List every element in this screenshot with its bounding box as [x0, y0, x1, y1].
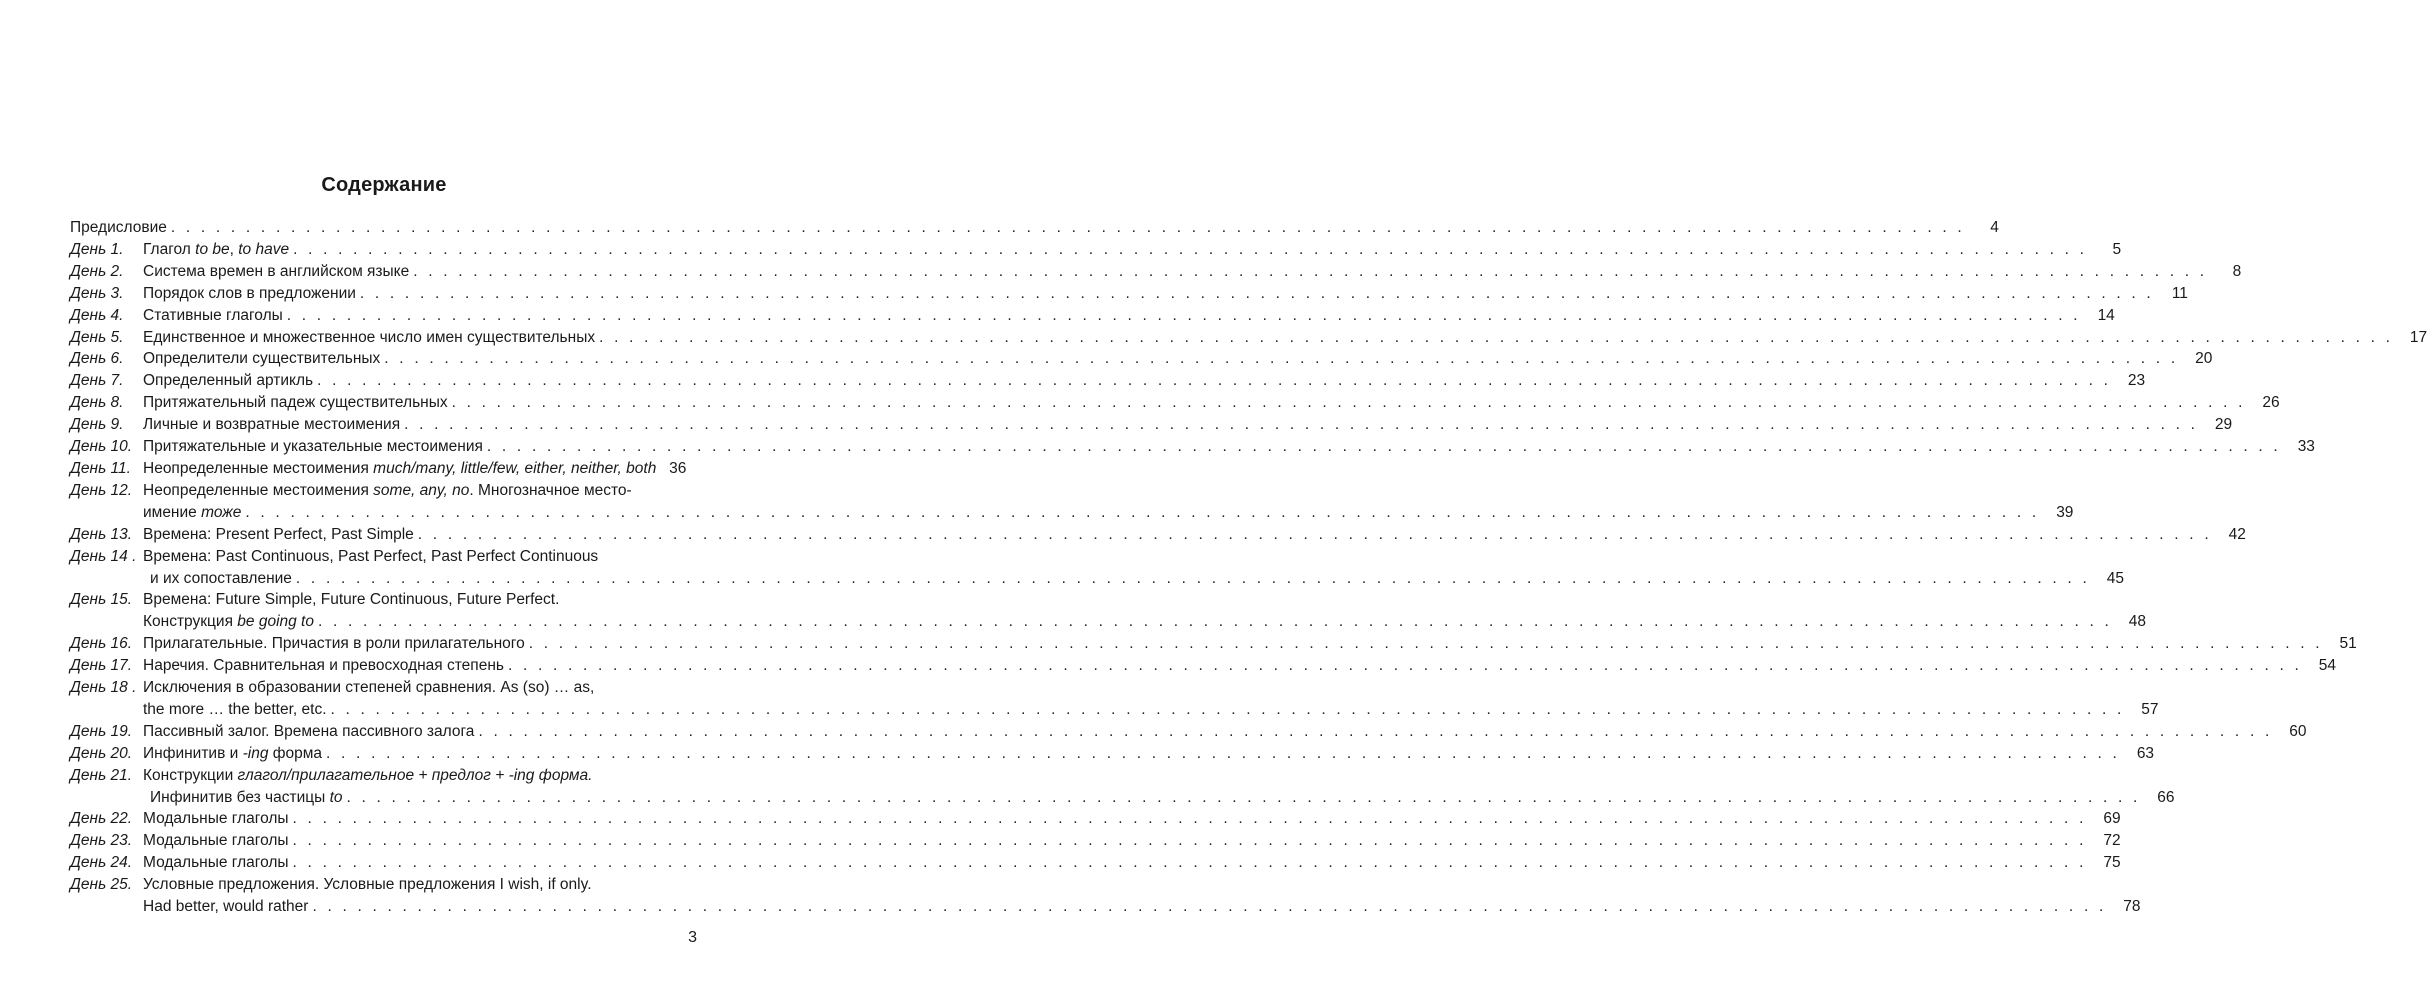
dot-leader: . . . . . . . . . . . . . . . . . . . . . . . . . . . . . . . . . . . . . . . . . . . . . . . . . . . . . . . . . . . . . . . . . . . . . . . . . . . . . . . . . . . . . . . . . . . . . . . . . . . . . . . . . . . . . . . . . . . . . . . . [417, 525, 2212, 543]
page-number: 3 [688, 929, 697, 946]
toc-entry [70, 392, 2280, 414]
toc-day-label: День 24. [70, 854, 133, 872]
dot-leader: . . . . . . . . . . . . . . . . . . . . . . . . . . . . . . . . . . . . . . . . . . . . . . . . . . . . . . . . . . . . . . . . . . . . . . . . . . . . . . . . . . . . . . . . . . . . . . . . . . . . . . . . . . . . . . . . . . . . . . . . [346, 788, 2141, 806]
toc-entry [70, 414, 2233, 436]
toc-entry-title: Had better, would rather [143, 898, 309, 916]
toc-day-label: День 16. [70, 635, 133, 653]
toc-entry-title: Неопределенные местоимения much/many, little/few, either, neither, both [143, 459, 657, 477]
toc-entry-title: Наречия. Сравнительная и превосходная степень [143, 657, 504, 675]
toc-page-number: 23 [2127, 372, 2146, 390]
toc-entry-title: Неопределенные местоимения some, any, no. Многозначное место- [143, 481, 632, 499]
toc-page-number: 4 [1990, 219, 1999, 236]
toc-entry-title: Предисловие [70, 219, 167, 236]
dot-leader: . . . . . . . . . . . . . . . . . . . . . . . . . . . . . . . . . . . . . . . . . . . . . . . . . . . . . . . . . . . . . . . . . . . . . . . . . . . . . . . . . . . . . . . . . . . . . . . . . . . . . . . . . . . . . . . . . . . . . . . . [318, 613, 2113, 631]
toc-page-number: 33 [2297, 438, 2315, 456]
dot-leader: . . . . . . . . . . . . . . . . . . . . . . . . . . . . . . . . . . . . . . . . . . . . . . . . . . . . . . . . . . . . . . . . . . . . . . . . . . . . . . . . . . . . . . . . . . . . . . . . . . . . . . . . . . . . . . . . . . . . . . . . [384, 350, 2179, 368]
toc-entry [70, 546, 2124, 590]
dot-leader: . . . . . . . . . . . . . . . . . . . . . . . . . . . . . . . . . . . . . . . . . . . . . . . . . . . . . . . . . . . . . . . . . . . . . . . . . . . . . . . . . . . . . . . . . . . . . . . . . . . . . . . . . . . . . . . . . . . . . . . . [295, 569, 2090, 587]
toc-entry [70, 852, 2121, 874]
dot-leader: . . . . . . . . . . . . . . . . . . . . . . . . . . . . . . . . . . . . . . . . . . . . . . . . . . . . . . . . . . . . . . . . . . . . . . . . . . . . . . . . . . . . . . . . . . . . . . . . . . . . . . . . . . . . . . . . . . . . . . . . [330, 700, 2125, 718]
toc-entry-title: Конструкция be going to [143, 613, 314, 631]
toc-entry-title: Система времен в английском языке [143, 262, 410, 280]
toc-page-number: 17 [2409, 328, 2427, 346]
toc-entry [70, 874, 2141, 918]
dot-leader: . . . . . . . . . . . . . . . . . . . . . . . . . . . . . . . . . . . . . . . . . . . . . . . . . . . . . . . . . . . . . . . . . . . . . . . . . . . . . . . . . . . . . . . . . . . . . . . . . . . . . . . . . . . . . . . . . . . . . . . . [478, 722, 2273, 740]
toc-entry-title: Определенный артикль [143, 372, 314, 390]
toc-day-label: День 12. [70, 481, 133, 499]
toc-entry-title: Времена: Future Simple, Future Continuous, Future Perfect. [143, 591, 560, 609]
toc-day-label: День 13. [70, 525, 133, 543]
dot-leader: . . . . . . . . . . . . . . . . . . . . . . . . . . . . . . . . . . . . . . . . . . . . . . . . . . . . . . . . . . . . . . . . . . . . . . . . . . . . . . . . . . . . . . . . . . . . . . . . . . . . . . . . . . . . . . . . . . . . . . . . [528, 635, 2323, 653]
toc-entry-title: и их сопоставление [150, 569, 292, 587]
toc-page-number: 48 [2128, 613, 2147, 631]
toc-day-label: День 9. [70, 416, 124, 434]
dot-leader: . . . . . . . . . . . . . . . . . . . . . . . . . . . . . . . . . . . . . . . . . . . . . . . . . . . . . . . . . . . . . . . . . . . . . . . . . . . . . . . . . . . . . . . . . . . . . . . . . . . . . . . . . . . . . . . . . . . . . . . . [286, 306, 2081, 324]
toc-page-number: 14 [2097, 306, 2115, 324]
dot-leader: . . . . . . . . . . . . . . . . . . . . . . . . . . . . . . . . . . . . . . . . . . . . . . . . . . . . . . . . . . . . . . . . . . . . . . . . . . . . . . . . . . . . . . . . . . . . . . . . . . . . . . . . . . . . . . . . . . . . . . . . [451, 394, 2246, 412]
dot-leader: . . . . . . . . . . . . . . . . . . . . . . . . . . . . . . . . . . . . . . . . . . . . . . . . . . . . . . . . . . . . . . . . . . . . . . . . . . . . . . . . . . . . . . . . . . . . . . . . . . . . . . . . . . . . . . . . . . . . . . . . [292, 832, 2087, 850]
toc-day-label: День 14 . [70, 547, 137, 565]
dot-leader: . . . . . . . . . . . . . . . . . . . . . . . . . . . . . . . . . . . . . . . . . . . . . . . . . . . . . . . . . . . . . . . . . . . . . . . . . . . . . . . . . . . . . . . . . . . . . . . . . . . . . . . . . . . . . . . . . . . . . . . . [404, 416, 2199, 434]
toc-day-label: День 7. [70, 372, 124, 390]
toc-entry-title: Инфинитив и -ing форма [143, 744, 323, 762]
toc-day-label: День 4. [70, 306, 124, 324]
toc-day-label: День 15. [70, 591, 133, 609]
toc-entry-title: Притяжательный падеж существительных [143, 394, 448, 412]
toc-page-number: 57 [2141, 700, 2159, 718]
toc-page-number: 72 [2103, 832, 2121, 850]
toc-entry-title: the more … the better, etc. [143, 700, 327, 718]
toc-entry-title: Единственное и множественное число имен существительных [143, 328, 596, 346]
dot-leader: . . . . . . . . . . . . . . . . . . . . . . . . . . . . . . . . . . . . . . . . . . . . . . . . . . . . . . . . . . . . . . . . . . . . . . . . . . . . . . . . . . . . . . . . . . . . . . . . . . . . . . . . . . . . . . . . . . . . . . . . [312, 898, 2107, 916]
dot-leader: . . . . . . . . . . . . . . . . . . . . . . . . . . . . . . . . . . . . . . . . . . . . . . . . . . . . . . . . . . . . . . . . . . . . . . . . . . . . . . . . . . . . . . . . . . . . . . . . . . . . . . . . . . . . . . . . . . . . . . . . [292, 854, 2087, 872]
toc-entry [70, 721, 2307, 743]
dot-leader: . . . . . . . . . . . . . . . . . . . . . . . . . . . . . . . . . . . . . . . . . . . . . . . . . . . . . . . . . . . . . . . . . . . . . . . . . . . . . . . . . . . . . . . . . . . . . . . . . . . . . . . . . . . . . . . . . . . . . . . . [507, 657, 2302, 675]
toc-entry [70, 480, 2074, 524]
toc-day-label: День 19. [70, 722, 133, 740]
toc-entry-title: Исключения в образовании степеней сравнения. As (so) … as, [143, 679, 595, 697]
dot-leader: . . . . . . . . . . . . . . . . . . . . . . . . . . . . . . . . . . . . . . . . . . . . . . . . . . . . . . . . . . . . . . . . . . . . . . . . . . . . . . . . . . . . . . . . . . . . . . . . . . . . . . . . . . . . . . . . . . . . . . . . [292, 810, 2087, 828]
dot-leader: . . . . . . . . . . . . . . . . . . . . . . . . . . . . . . . . . . . . . . . . . . . . . . . . . . . . . . . . . . . . . . . . . . . . . . . . . . . . . . . . . . . . . . . . . . . . . . . . . . . . . . . . . . . . . . . . . . . . . . . . [293, 240, 2088, 258]
toc-entry [70, 239, 2122, 261]
toc-entry [70, 261, 2242, 283]
toc-page-number: 26 [2262, 394, 2280, 412]
toc-day-label: День 5. [70, 328, 124, 346]
toc-entry [70, 370, 2146, 392]
toc-entry-title: Порядок слов в предложении [143, 284, 356, 302]
toc-entry-title: Прилагательные. Причастия в роли прилагательного [143, 635, 525, 653]
toc-page-number: 29 [2214, 416, 2233, 434]
toc-entry-title: Инфинитив без частицы to [150, 788, 343, 806]
dot-leader: . . . . . . . . . . . . . . . . . . . . . . . . . . . . . . . . . . . . . . . . . . . . . . . . . . . . . . . . . . . . . . . . . . . . . . . . . . . . . . . . . . . . . . . . . . . . . . . . . . . . . . . . . . . . . . . . . . . . . . . . [359, 284, 2154, 302]
dot-leader: . . . . . . . . . . . . . . . . . . . . . . . . . . . . . . . . . . . . . . . . . . . . . . . . . . . . . . . . . . . . . . . . . . . . . . . . . . . . . . . . . . . . . . . . . . . . . . . . . . . . . . . . . . . . . . . . . . . . . . . . [326, 744, 2121, 762]
toc-entry-title: Глагол to be, to have [143, 240, 290, 258]
toc-entry [70, 348, 2213, 370]
toc-day-label: День 6. [70, 350, 124, 368]
toc-day-label: День 17. [70, 657, 133, 675]
toc-day-label: День 11. [70, 459, 131, 477]
toc-entry [70, 305, 2115, 327]
toc-page-number: 11 [2171, 284, 2188, 302]
toc-day-label: День 23. [70, 832, 133, 850]
toc-entry-title: Стативные глаголы [143, 306, 283, 324]
toc-entry [70, 327, 2427, 349]
toc-day-label: День 8. [70, 394, 124, 412]
table-of-contents [70, 217, 2427, 918]
toc-entry [70, 830, 2121, 852]
toc-day-label: День 20. [70, 744, 133, 762]
toc-entry-title: Времена: Past Continuous, Past Perfect, Past Perfect Continuous [143, 547, 599, 565]
toc-entry [70, 633, 2357, 655]
toc-entry [70, 765, 2175, 809]
toc-day-label: День 22. [70, 810, 133, 828]
toc-entry-title: Модальные глаголы [143, 832, 289, 850]
toc-page-number: 63 [2136, 744, 2155, 762]
toc-day-label: День 18 . [70, 679, 137, 697]
toc-entry-title: Конструкции глагол/прилагательное + предлог + -ing форма. [143, 766, 593, 784]
toc-entry-title: Личные и возвратные местоимения [143, 416, 401, 434]
toc-day-label: День 25. [70, 876, 133, 894]
toc-entry-title: Определители существительных [143, 350, 381, 368]
toc-day-label: День 2. [70, 262, 124, 280]
toc-entry-title: имение тоже [143, 503, 242, 521]
toc-page-number: 45 [2106, 569, 2124, 587]
toc-page-number: 20 [2195, 350, 2213, 368]
toc-entry-title: Модальные глаголы [143, 810, 289, 828]
toc-page-number: 75 [2103, 854, 2121, 872]
toc-entry [70, 283, 2188, 305]
toc-page-number: 60 [2289, 722, 2307, 740]
dot-leader: . . . . . . . . . . . . . . . . . . . . . . . . . . . . . . . . . . . . . . . . . . . . . . . . . . . . . . . . . . . . . . . . . . . . . . . . . . . . . . . . . . . . . . . . . . . . . . . . . . . . . . . . . . . . . . . . . . . . . . . . [317, 372, 2112, 390]
toc-entry [70, 436, 2315, 458]
toc-entry-title: Условные предложения. Условные предложения I wish, if only. [143, 876, 592, 894]
toc-entry [70, 743, 2155, 765]
toc-entry [70, 458, 687, 480]
toc-page-number: 69 [2103, 810, 2121, 828]
dot-leader: . . . . . . . . . . . . . . . . . . . . . . . . . . . . . . . . . . . . . . . . . . . . . . . . . . . . . . . . . . . . . . . . . . . . . . . . . . . . . . . . . . . . . . . . . . . . . . . . . . . . . . . . . . . . . . . . . . . . . . . . [245, 503, 2040, 521]
toc-page-number: 42 [2228, 525, 2246, 543]
toc-day-label: День 3. [70, 284, 124, 302]
dot-leader: . . . . . . . . . . . . . . . . . . . . . . . . . . . . . . . . . . . . . . . . . . . . . . . . . . . . . . . . . . . . . . . . . . . . . . . . . . . . . . . . . . . . . . . . . . . . . . . . . . . . . . . . . . . . . . . . . . . . . . . . [486, 438, 2281, 456]
dot-leader: . . . . . . . . . . . . . . . . . . . . . . . . . . . . . . . . . . . . . . . . . . . . . . . . . . . . . . . . . . . . . . . . . . . . . . . . . . . . . . . . . . . . . . . . . . . . . . . . . . . . . . . . . . . . . . . . . . . . . . . . [413, 262, 2208, 280]
toc-page-number: 51 [2339, 635, 2357, 653]
toc-entry [70, 808, 2121, 830]
toc-entry [70, 589, 2147, 633]
page-title: Содержание [321, 174, 447, 196]
toc-entry [70, 677, 2159, 721]
toc-page-number: 66 [2157, 788, 2175, 806]
toc-entry [70, 524, 2246, 546]
toc-entry [70, 655, 2336, 677]
toc-entry-title: Модальные глаголы [143, 854, 289, 872]
toc-day-label: День 21. [70, 766, 133, 784]
toc-page-number: 8 [2232, 262, 2242, 280]
toc-day-label: День 1. [70, 240, 124, 258]
toc-page-number: 36 [669, 459, 687, 477]
toc-page-number: 78 [2123, 898, 2141, 916]
toc-entry-title: Притяжательные и указательные местоимения [143, 438, 483, 456]
dot-leader: . . . . . . . . . . . . . . . . . . . . . . . . . . . . . . . . . . . . . . . . . . . . . . . . . . . . . . . . . . . . . . . . . . . . . . . . . . . . . . . . . . . . . . . . . . . . . . . . . . . . . . . . . . . . . . . . . . . . . . . . [599, 328, 2394, 346]
toc-page-number: 54 [2318, 657, 2336, 675]
toc-entry-title: Пассивный залог. Времена пассивного залога [143, 722, 475, 740]
toc-entry-title: Времена: Present Perfect, Past Simple [143, 525, 414, 543]
toc-page-number: 5 [2112, 240, 2122, 258]
toc-entry [70, 217, 1999, 239]
dot-leader: . . . . . . . . . . . . . . . . . . . . . . . . . . . . . . . . . . . . . . . . . . . . . . . . . . . . . . . . . . . . . . . . . . . . . . . . . . . . . . . . . . . . . . . . . . . . . . . . . . . . . . . . . . . . . . . . . . . . . . . . [170, 219, 1965, 236]
toc-page-number: 39 [2056, 503, 2074, 521]
toc-day-label: День 10. [70, 438, 133, 456]
